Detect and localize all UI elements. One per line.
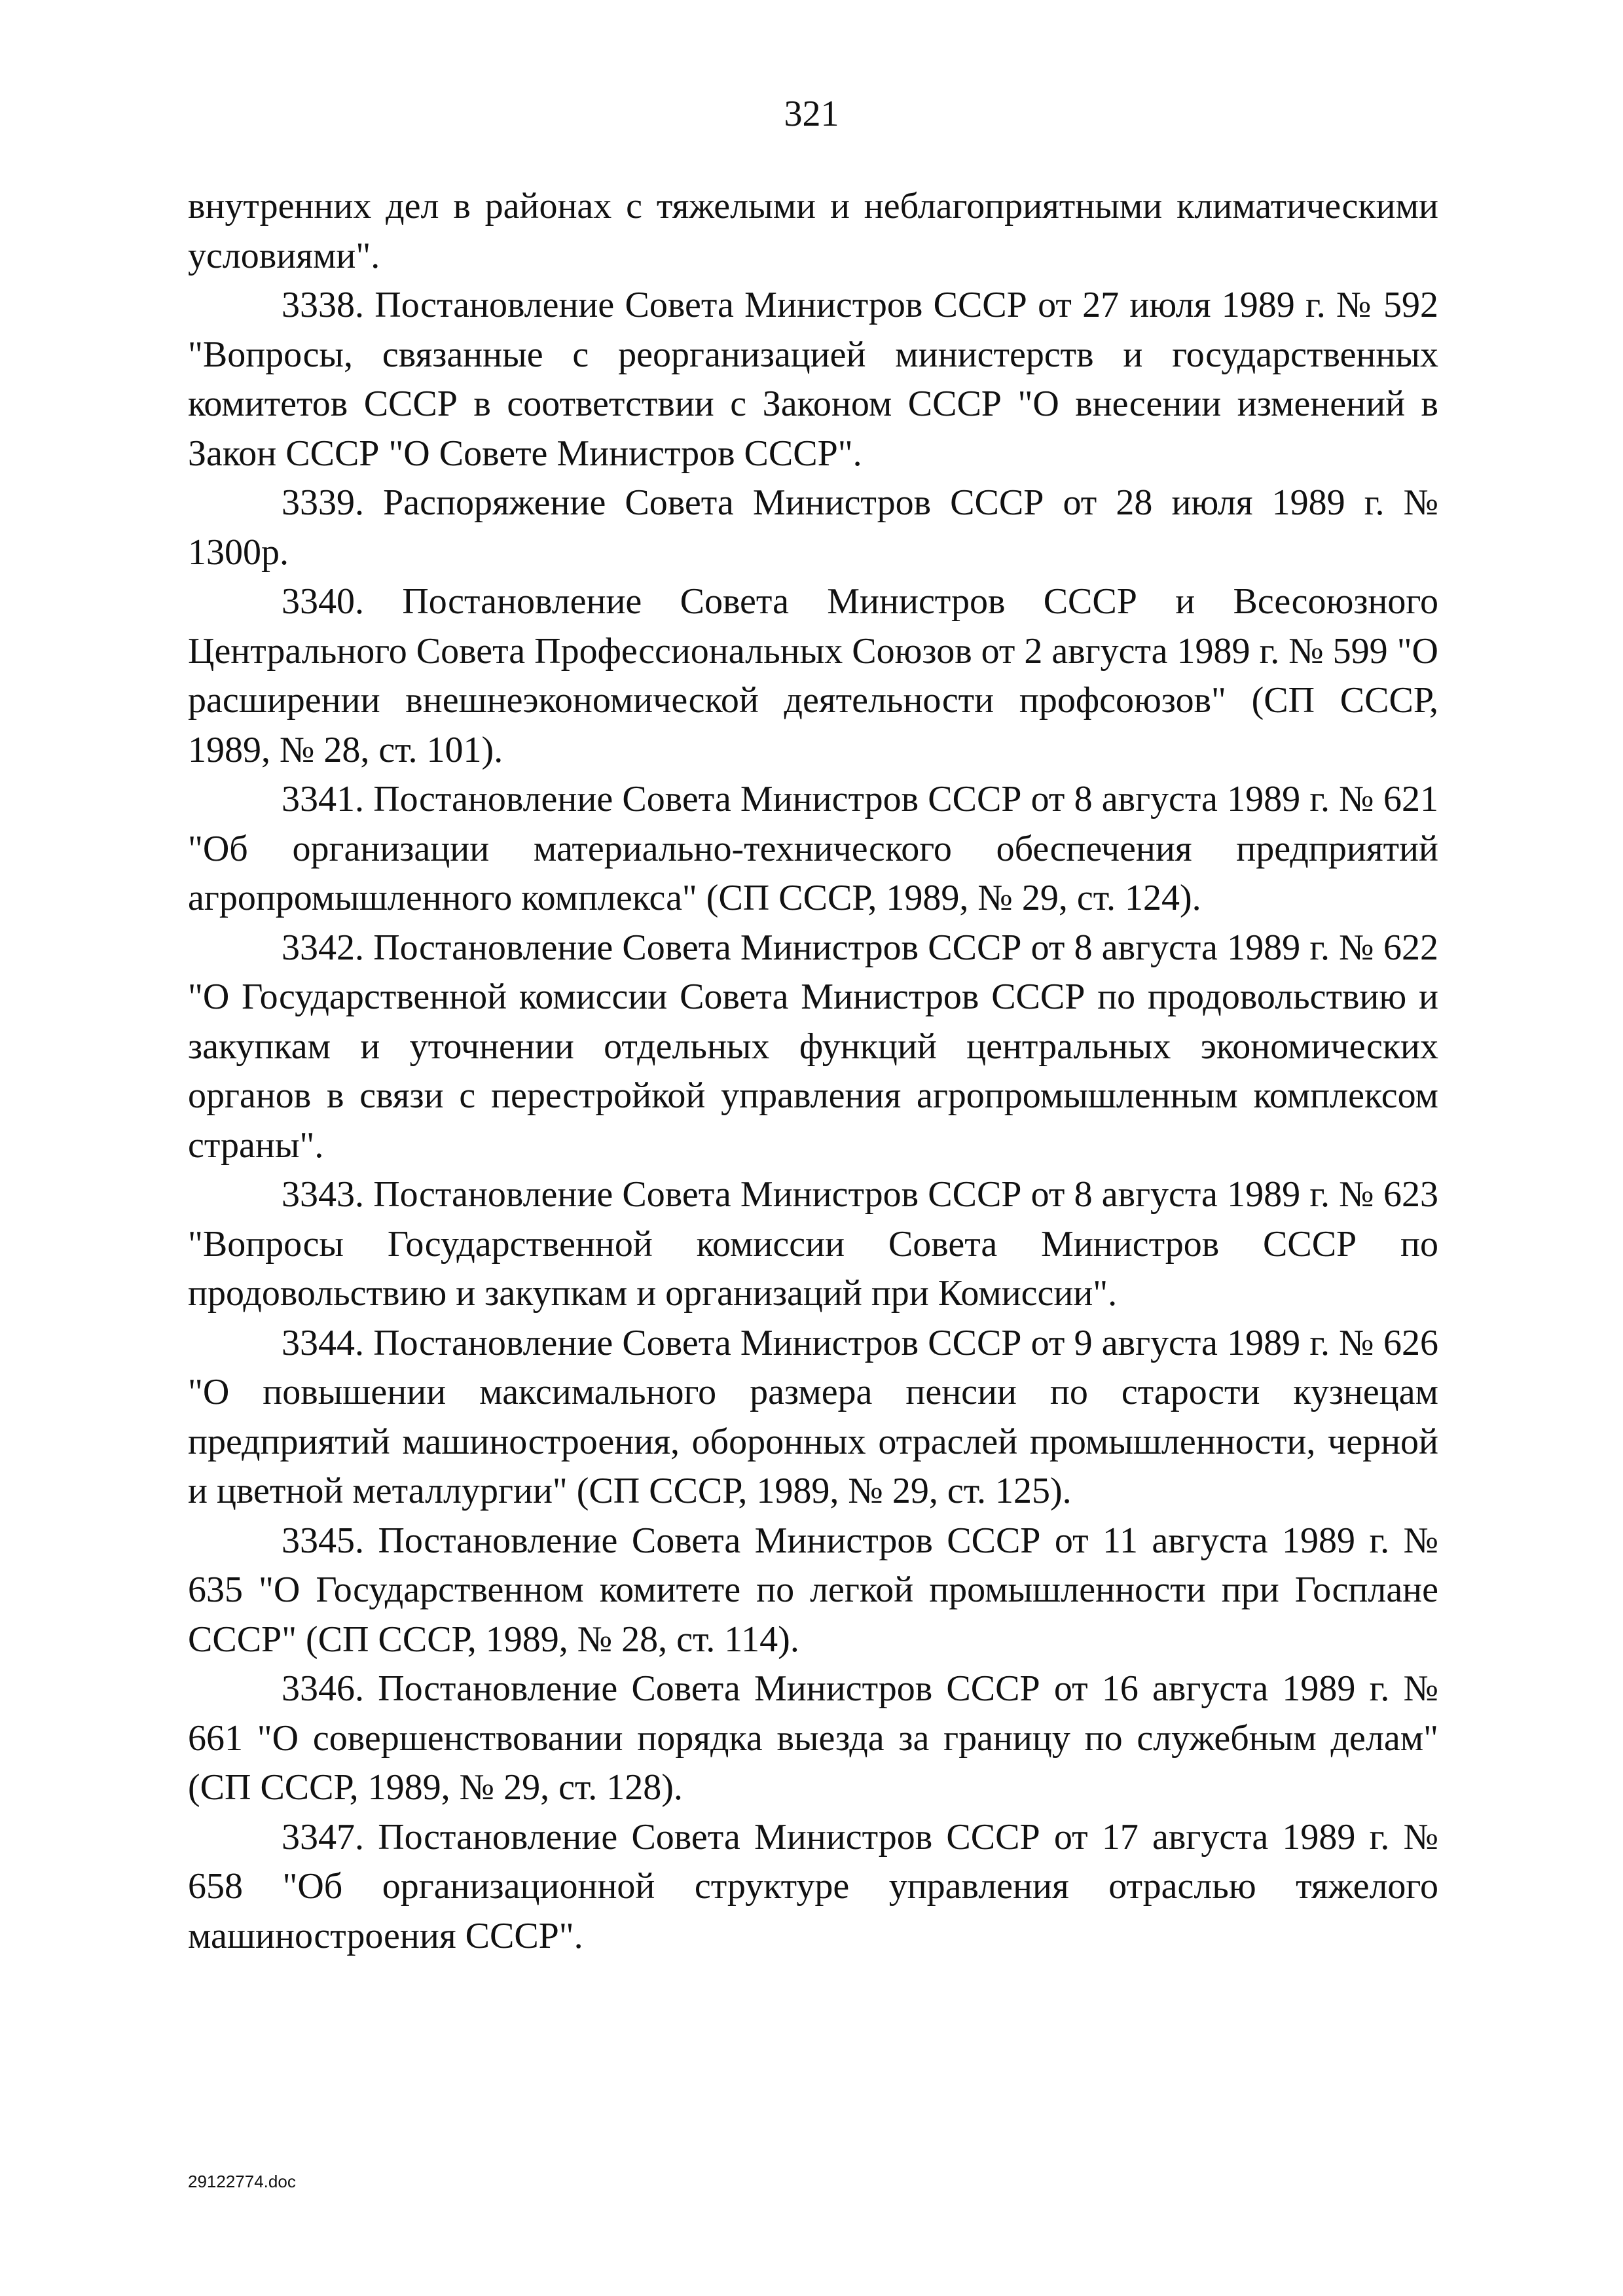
- list-item-3342: 3342. Постановление Совета Министров СССР от 8 августа 1989 г. № 622 "О Государственной комиссии Совета Министров СССР по продовольствию и закупкам и уточнении отдельных функций центральных экономических органов в связи с перестройкой управления агропромышленным комплексом страны".: [188, 927, 1438, 1166]
- list-item-continuation: внутренних дел в районах с тяжелыми и неблагоприятными климатическими условиями".: [188, 186, 1438, 276]
- list-item-3340: 3340. Постановление Совета Министров СССР и Всесоюзного Центрального Совета Профессиональных Союзов от 2 августа 1989 г. № 599 "О расширении внешнеэкономической деятельности профсоюзов" (СП СССР, 1989, № 28, ст. 101).: [188, 581, 1438, 770]
- list-item-3346: 3346. Постановление Совета Министров СССР от 16 августа 1989 г. № 661 "О совершенствовании порядка выезда за границу по служебным делам" (СП СССР, 1989, № 29, ст. 128).: [188, 1668, 1438, 1808]
- list-item-3345: 3345. Постановление Совета Министров СССР от 11 августа 1989 г. № 635 "О Государственном комитете по легкой промышленности при Госплане СССР" (СП СССР, 1989, № 28, ст. 114).: [188, 1520, 1438, 1660]
- list-item-3344: 3344. Постановление Совета Министров СССР от 9 августа 1989 г. № 626 "О повышении максимального размера пенсии по старости кузнецам предприятий машиностроения, оборонных отраслей промышленности, черной и цветной металлургии" (СП СССР, 1989, № 29, ст. 125).: [188, 1322, 1438, 1511]
- page-number: 321: [784, 94, 839, 134]
- footer-file-name: 29122774.doc: [188, 2172, 296, 2191]
- list-item-3339: 3339. Распоряжение Совета Министров СССР от 28 июля 1989 г. № 1300р.: [188, 482, 1438, 573]
- list-item-3341: 3341. Постановление Совета Министров СССР от 8 августа 1989 г. № 621 "Об организации материально-технического обеспечения предприятий агропромышленного комплекса" (СП СССР, 1989, № 29, ст. 124).: [188, 779, 1438, 918]
- list-item-3343: 3343. Постановление Совета Министров СССР от 8 августа 1989 г. № 623 "Вопросы Государственной комиссии Совета Министров СССР по продовольствию и закупкам и организаций при Комиссии".: [188, 1174, 1438, 1314]
- list-item-3347: 3347. Постановление Совета Министров СССР от 17 августа 1989 г. № 658 "Об организационной структуре управления отраслью тяжелого машиностроения СССР".: [188, 1816, 1438, 1956]
- list-item-3338: 3338. Постановление Совета Министров СССР от 27 июля 1989 г. № 592 "Вопросы, связанные с реорганизацией министерств и государственных комитетов СССР в соответствии с Законом СССР "О внесении изменений в Закон СССР "О Совете Министров СССР".: [188, 285, 1438, 474]
- document-body: [188, 182, 1438, 1961]
